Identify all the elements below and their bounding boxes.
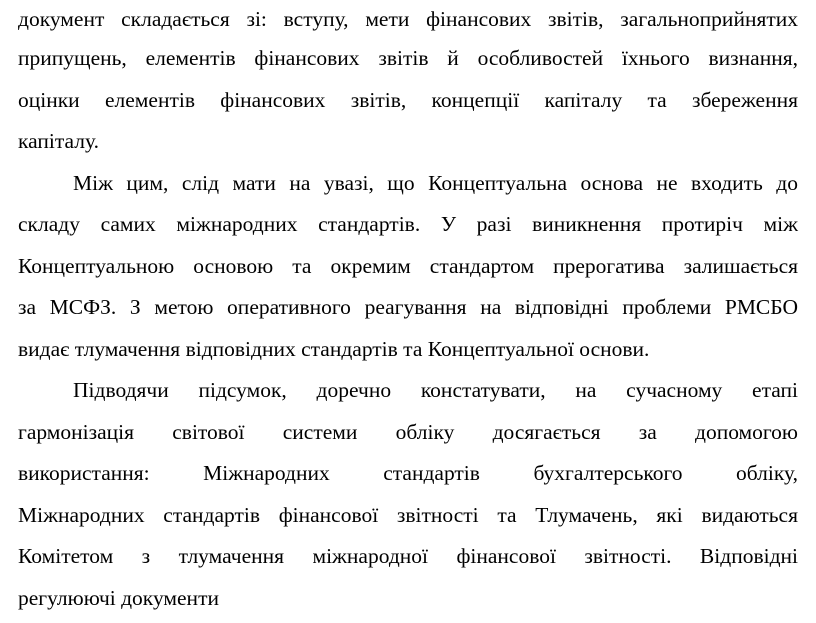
text-line: оцінки елементів фінансових звітів, концепції капіталу та збереження <box>18 87 798 112</box>
text-line: регулюючі документи <box>18 585 219 610</box>
paragraph-3 <box>18 370 798 619</box>
text-line: гармонізація світової системи обліку досягається за допомогою <box>18 419 798 444</box>
text-line: видає тлумачення відповідних стандартів та Концептуальної основи. <box>18 336 650 361</box>
text-line: Підводячи підсумок, доречно констатувати, на сучасному етапі <box>73 378 798 402</box>
text-line: за МСФЗ. З метою оперативного реагування на відповідні проблеми РМСБО <box>18 295 798 319</box>
text-line: документ складається зі: вступу, мети фінансових звітів, загальноприйнятих <box>18 7 798 31</box>
document-page <box>18 0 798 619</box>
text-line: використання: Міжнародних стандартів бухгалтерського обліку, <box>18 461 798 485</box>
paragraph-1 <box>18 0 798 163</box>
text-line: Між цим, слід мати на увазі, що Концептуальна основа не входить до <box>73 170 798 195</box>
text-line: Міжнародних стандартів фінансової звітності та Тлумачень, які видаються <box>18 502 798 527</box>
text-line: Концептуальною основою та окремим стандартом прерогатива залишається <box>18 253 798 278</box>
paragraph-2 <box>18 163 798 371</box>
text-line: складу самих міжнародних стандартів. У разі виникнення протиріч між <box>18 212 798 236</box>
text-line: Комітетом з тлумачення міжнародної фінансової звітності. Відповідні <box>18 544 798 568</box>
text-line: припущень, елементів фінансових звітів й особливостей їхнього визнання, <box>18 46 798 70</box>
text-line: капіталу. <box>18 129 99 153</box>
